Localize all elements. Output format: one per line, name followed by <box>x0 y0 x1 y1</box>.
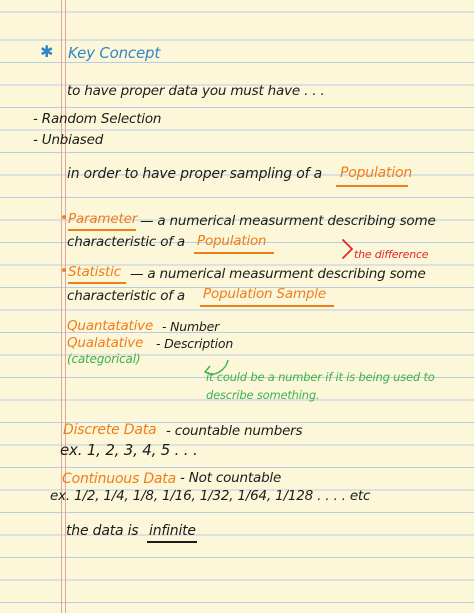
continuous-example: ex. 1/2, 1/4, 1/8, 1/16, 1/32, 1/64, 1/128 . . . . etc <box>50 488 371 504</box>
quantitative-term: Quantatative <box>67 318 154 334</box>
difference-bracket-icon <box>343 240 352 258</box>
intro-line: to have proper data you must have . . . <box>67 83 325 99</box>
bullet-dot-2: • <box>60 263 68 279</box>
parameter-term: Parameter <box>68 211 138 227</box>
qualitative-term: Qualatative <box>67 335 144 351</box>
list-item-unbiased: - Unbiased <box>33 132 104 148</box>
sampling-term: Population <box>340 165 413 181</box>
statistic-def-2: characteristic of a <box>67 288 185 304</box>
qualitative-value: - Description <box>156 336 234 351</box>
categorical-note: (categorical) <box>67 352 141 366</box>
discrete-example: ex. 1, 2, 3, 4, 5 . . . <box>60 441 198 459</box>
discrete-term: Discrete Data <box>63 422 157 438</box>
green-note-2: describe something. <box>206 388 320 402</box>
continuous-def: - Not countable <box>180 470 282 486</box>
parameter-def-2: characteristic of a <box>67 234 185 250</box>
page-title: Key Concept <box>68 44 161 62</box>
asterisk-icon: ✱ <box>40 42 54 61</box>
statistic-def: — a numerical measurment describing some <box>130 266 426 282</box>
statistic-term: Statistic <box>68 264 121 280</box>
statistic-population-sample: Population Sample <box>203 286 326 302</box>
quantitative-value: - Number <box>162 319 220 334</box>
sampling-line: in order to have proper sampling of a <box>67 166 322 182</box>
parameter-population: Population <box>197 233 267 249</box>
infinite-line: the data is <box>66 523 139 539</box>
continuous-term: Continuous Data <box>62 471 176 487</box>
green-note-1: it could be a number if it is being used to <box>206 370 435 384</box>
parameter-def: — a numerical measurment describing some <box>140 213 436 229</box>
discrete-def: - countable numbers <box>166 423 303 439</box>
difference-label: the difference <box>354 248 429 261</box>
infinite-word: infinite <box>149 523 196 539</box>
bullet-dot: • <box>60 210 68 226</box>
list-item-random: - Random Selection <box>33 111 162 127</box>
